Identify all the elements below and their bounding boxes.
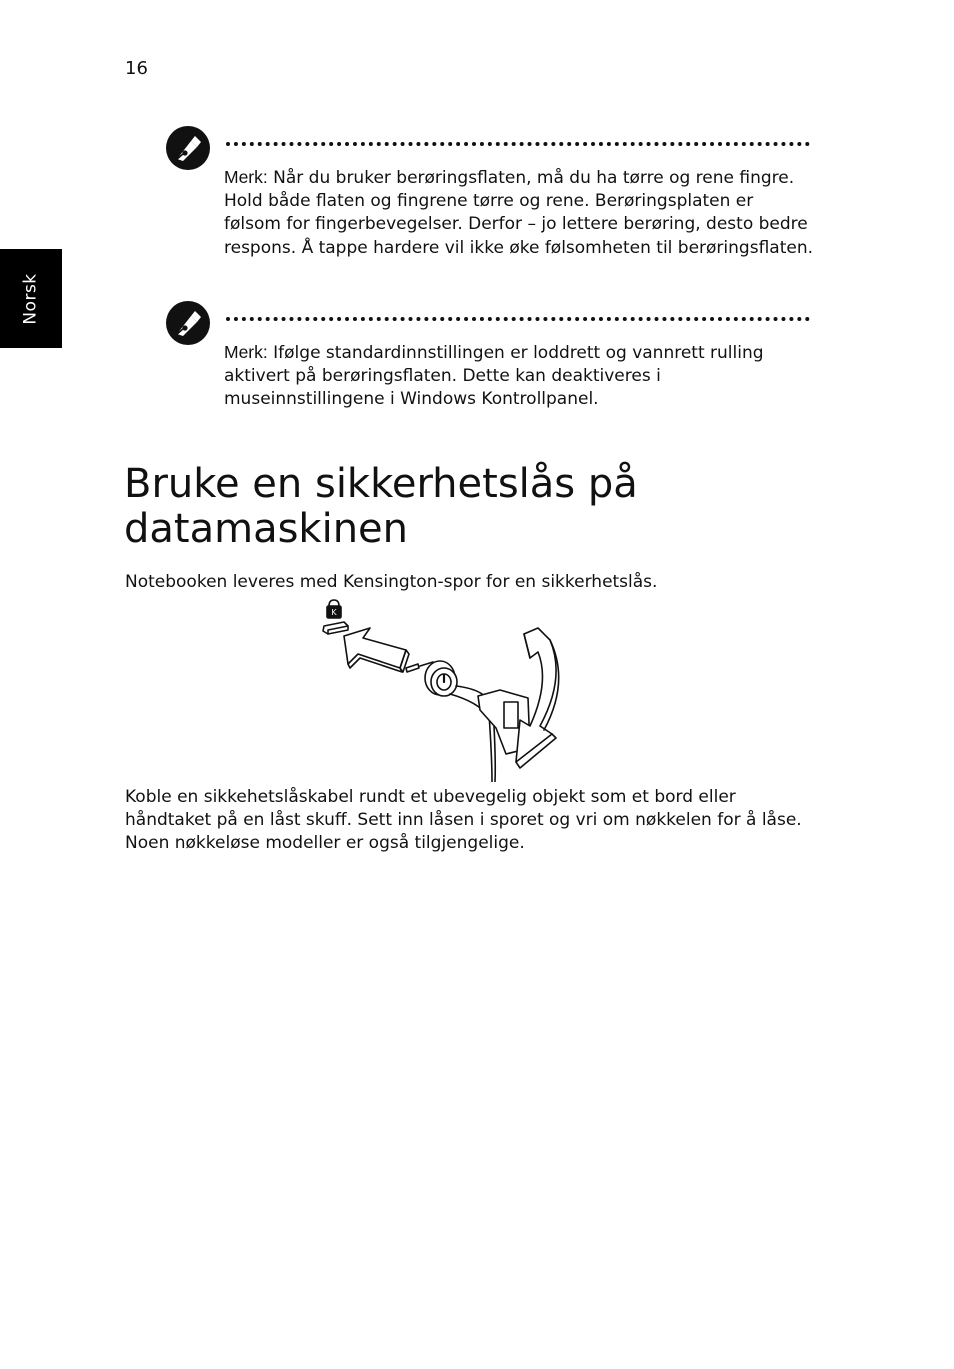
note-label: Merk: <box>224 342 268 362</box>
note-divider <box>226 142 810 146</box>
page-number: 16 <box>125 58 148 79</box>
note-body: Når du bruker berøringsflaten, må du ha tørre og rene fingre. Hold både flaten og fingrene tørre og rene. Berøringsplaten er følsom for fingerbevegelser. Derfor – jo lettere berøring, desto bedre respons. Å tappe hardere vil ikke øke følsomheten til berøringsflaten. <box>224 168 813 258</box>
pen-note-icon <box>164 124 212 172</box>
section-heading: Bruke en sikkerhetslås på datamaskinen <box>124 461 638 552</box>
language-side-tab <box>0 249 62 348</box>
language-side-tab-label: Norsk <box>21 272 41 325</box>
note-label: Merk: <box>224 167 268 187</box>
note-body: Ifølge standardinnstillingen er loddrett og vannrett rulling aktivert på berøringsflaten. Dette kan deaktiveres i museinnstillingene i Windows Kontrollpanel. <box>224 343 764 410</box>
body-paragraph: Koble en sikkehetslåskabel rundt et ubevegelig objekt som et bord eller håndtaket på en låst skuff. Sett inn låsen i sporet og vri om nøkkelen for å låse. Noen nøkkeløse modeller er også tilgjengelige. <box>125 787 802 854</box>
note-divider <box>226 317 810 321</box>
lock-badge-letter: K <box>331 608 337 617</box>
kensington-lock-illustration <box>318 598 564 782</box>
note-paragraph <box>224 166 814 260</box>
intro-paragraph: Notebooken leveres med Kensington-spor for en sikkerhetslås. <box>125 572 658 592</box>
note-paragraph <box>224 341 814 412</box>
pen-note-icon <box>164 299 212 347</box>
